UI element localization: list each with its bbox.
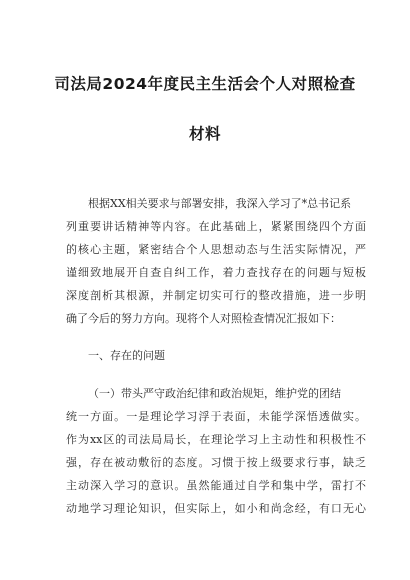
subsection-line-4: 强，存在被动敷衍的态度。习惯于按上级要求行事，缺乏 [66, 456, 366, 469]
intro-line-5: 深度剖析其根源，并制定切实可行的整改措施，进一步明 [66, 289, 366, 302]
intro-line-4: 谨细致地展开自查自纠工作，着力查找存在的问题与短板 [66, 266, 366, 279]
intro-line-1: 根据XX相关要求与部署安排，我深入学习了*总书记系 [88, 197, 352, 210]
intro-line-2: 列重要讲话精神等内容。在此基础上，紧紧围绕四个方面 [66, 220, 366, 233]
subsection-line-5: 主动深入学习的意识。虽然能通过自学和集中学，雷打不 [66, 479, 366, 492]
intro-line-6: 确了今后的努力方向。现将个人对照检查情况汇报如下： [66, 312, 341, 325]
subsection-line-3: 作为xx区的司法局局长，在理论学习上主动性和积极性不 [66, 433, 366, 446]
intro-line-3: 的核心主题，紧密结合个人思想动态与生活实际情况，严 [66, 243, 366, 256]
section-heading: 一、存在的问题 [88, 349, 165, 362]
document-title-line-1: 司法局2024年度民主生活会个人对照检查 [54, 75, 356, 93]
document-title-line-2: 材料 [188, 125, 221, 143]
subsection-line-1: （一）带头严守政治纪律和政治规矩，维护党的团结 [88, 387, 341, 400]
subsection-line-6: 动地学习理论知识，但实际上，如小和尚念经，有口无心 [66, 502, 366, 515]
subsection-line-2: 统一方面。一是理论学习浮于表面，未能学深悟透做实。 [66, 410, 366, 423]
